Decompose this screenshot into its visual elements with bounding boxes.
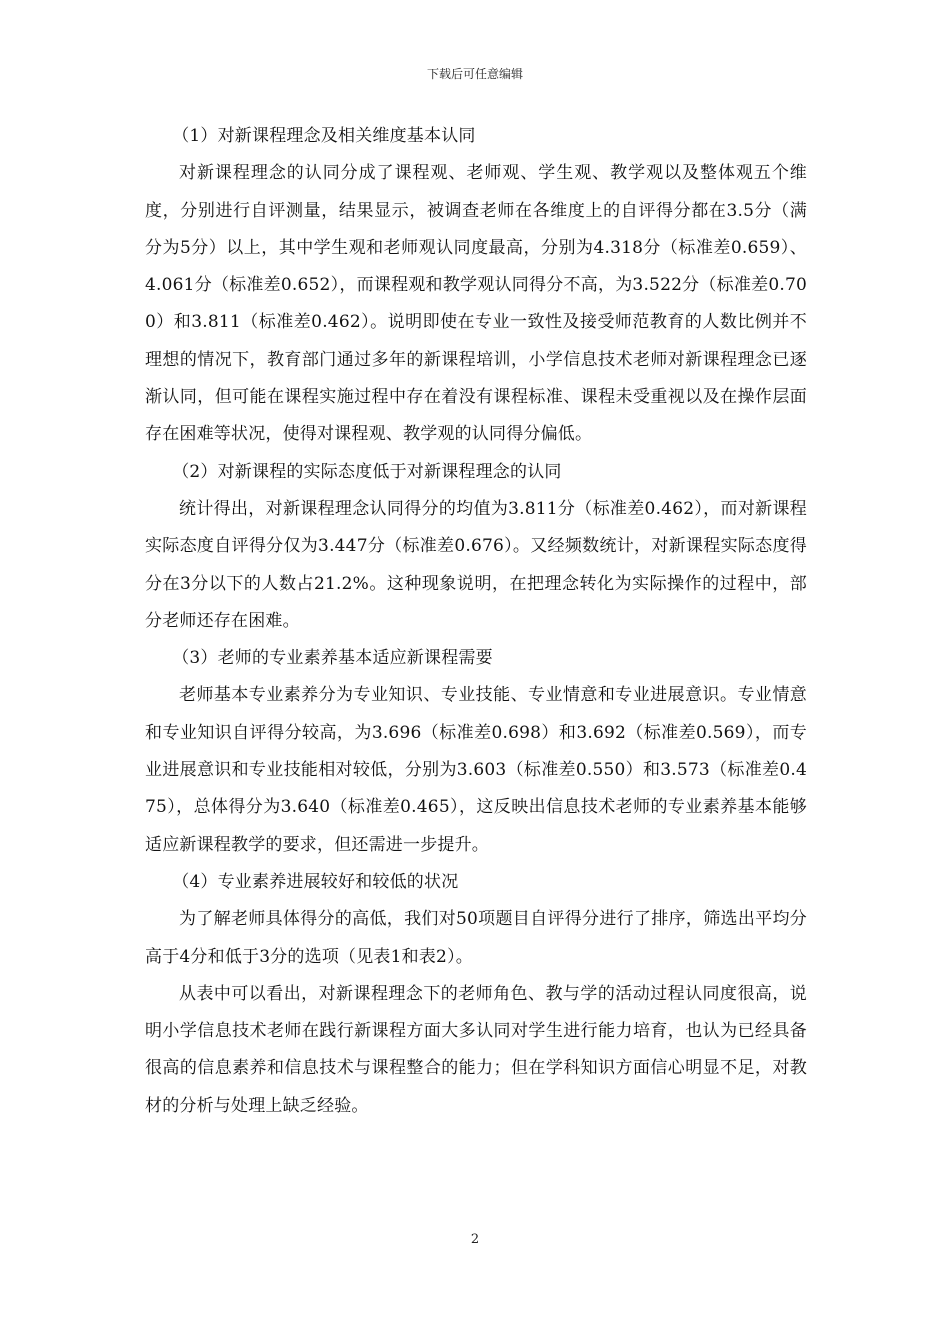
section-paragraph-4b: 从表中可以看出，对新课程理念下的老师角色、教与学的活动过程认同度很高，说明小学信息技术老师在践行新课程方面大多认同对学生进行能力培育，也认为已经具备很高的信息素养和信息技术与课程整合的能力；但在学科知识方面信心明显不足，对教材的分析与处理上缺乏经验。 (145, 983, 807, 1116)
section-paragraph-1: 对新课程理念的认同分成了课程观、老师观、学生观、教学观以及整体观五个维度，分别进行自评测量，结果显示，被调查老师在各维度上的自评得分都在3.5分（满分为5分）以上，其中学生观和老师观认同度最高，分别为4.318分（标准差0.659）、4.061分（标准差0.652），而课程观和教学观认同得分不高，为3.522分（标准差0.700）和3.811（标准差0.462）。说明即使在专业一致性及接受师范教育的人数比例并不理想的情况下，教育部门通过多年的新课程培训，小学信息技术老师对新课程理念已逐渐认同，但可能在课程实施过程中存在着没有课程标准、课程未受重视以及在操作层面存在困难等状况，使得对课程观、教学观的认同得分偏低。 (145, 163, 807, 445)
page-header: 下载后可任意编辑 (426, 67, 523, 81)
section-paragraph-2: 统计得出，对新课程理念认同得分的均值为3.811分（标准差0.462），而对新课程实际态度自评得分仅为3.447分（标准差0.676）。又经频数统计，对新课程实际态度得分在3分以下的人数占21.2%。这种现象说明，在把理念转化为实际操作的过程中，部分老师还存在困难。 (145, 498, 807, 631)
section-paragraph-4a: 为了解老师具体得分的高低，我们对50项题目自评得分进行了排序，筛选出平均分高于4分和低于3分的选项（见表1和表2）。 (145, 909, 807, 967)
page-number: 2 (470, 1232, 480, 1247)
document-body (145, 118, 807, 1125)
section-heading-2: （2）对新课程的实际态度低于对新课程理念的认同 (172, 461, 562, 482)
section-paragraph-3: 老师基本专业素养分为专业知识、专业技能、专业情意和专业进展意识。专业情意和专业知识自评得分较高，为3.696（标准差0.698）和3.692（标准差0.569），而专业进展意识和专业技能相对较低，分别为3.603（标准差0.550）和3.573（标准差0.475），总体得分为3.640（标准差0.465），这反映出信息技术老师的专业素养基本能够适应新课程教学的要求，但还需进一步提升。 (145, 685, 807, 855)
section-heading-3: （3）老师的专业素养基本适应新课程需要 (172, 648, 493, 669)
section-heading-1: （1）对新课程理念及相关维度基本认同 (172, 126, 476, 146)
section-heading-4: （4）专业素养进展较好和较低的状况 (172, 871, 459, 892)
